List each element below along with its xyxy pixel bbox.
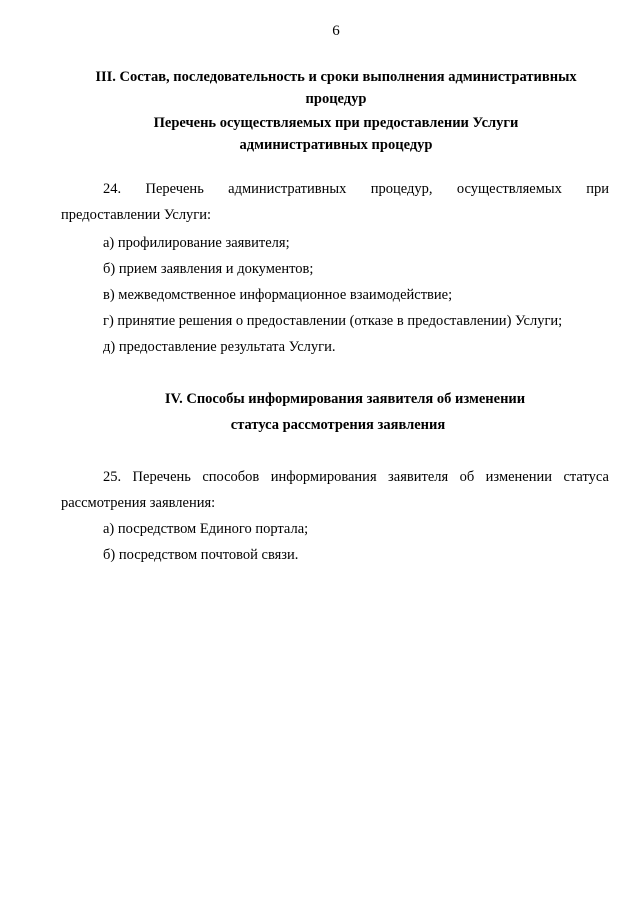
list-item: д) предоставление результата Услуги. <box>103 339 336 355</box>
paragraph-word: заявителя <box>388 469 449 485</box>
paragraph-word: информирования <box>270 469 377 485</box>
page-number: 6 <box>332 23 340 39</box>
paragraph-word: Перечень <box>145 181 204 197</box>
section-4-heading-line-1: IV. Способы информирования заявителя об изменении <box>164 391 526 407</box>
paragraph-word: Перечень <box>132 469 191 485</box>
list-item: а) посредством Единого портала; <box>103 521 309 537</box>
paragraph-word: изменении <box>485 469 553 485</box>
section-3-heading-line-2: процедур <box>305 91 367 107</box>
section-3-heading <box>0 66 640 110</box>
paragraph-word: об <box>459 469 475 485</box>
paragraph-25-line-1 <box>61 464 609 490</box>
section-3-heading-line-1: III. Состав, последовательность и сроки выполнения административных <box>95 69 577 85</box>
section-3-subheading-line-1: Перечень осуществляемых при предоставлении Услуги <box>153 115 519 131</box>
paragraph-25 <box>61 464 609 516</box>
paragraph-24-line-2: предоставлении Услуги: <box>61 207 212 223</box>
paragraph-number: 25. <box>103 469 122 485</box>
section-3-subheading-line-2: административных процедур <box>239 137 433 153</box>
paragraph-number: 24. <box>103 181 122 197</box>
paragraph-word: способов <box>202 469 260 485</box>
paragraph-word: процедур, <box>370 181 433 197</box>
section-4-heading-line-2: статуса рассмотрения заявления <box>230 417 446 433</box>
section-3-subheading <box>0 112 640 156</box>
list-item: б) посредством почтовой связи. <box>103 547 299 563</box>
paragraph-word: административных <box>228 181 347 197</box>
list-item: а) профилирование заявителя; <box>103 235 290 251</box>
list-item: г) принятие решения о предоставлении (отказе в предоставлении) Услуги; <box>103 313 563 329</box>
list-item: в) межведомственное информационное взаимодействие; <box>103 287 453 303</box>
paragraph-word: при <box>586 181 609 197</box>
paragraph-25-line-2: рассмотрения заявления: <box>61 495 216 511</box>
list-item: б) прием заявления и документов; <box>103 261 314 277</box>
paragraph-word: осуществляемых <box>456 181 562 197</box>
paragraph-word: статуса <box>563 469 609 485</box>
paragraph-24 <box>61 176 609 228</box>
paragraph-24-line-1 <box>61 176 609 202</box>
